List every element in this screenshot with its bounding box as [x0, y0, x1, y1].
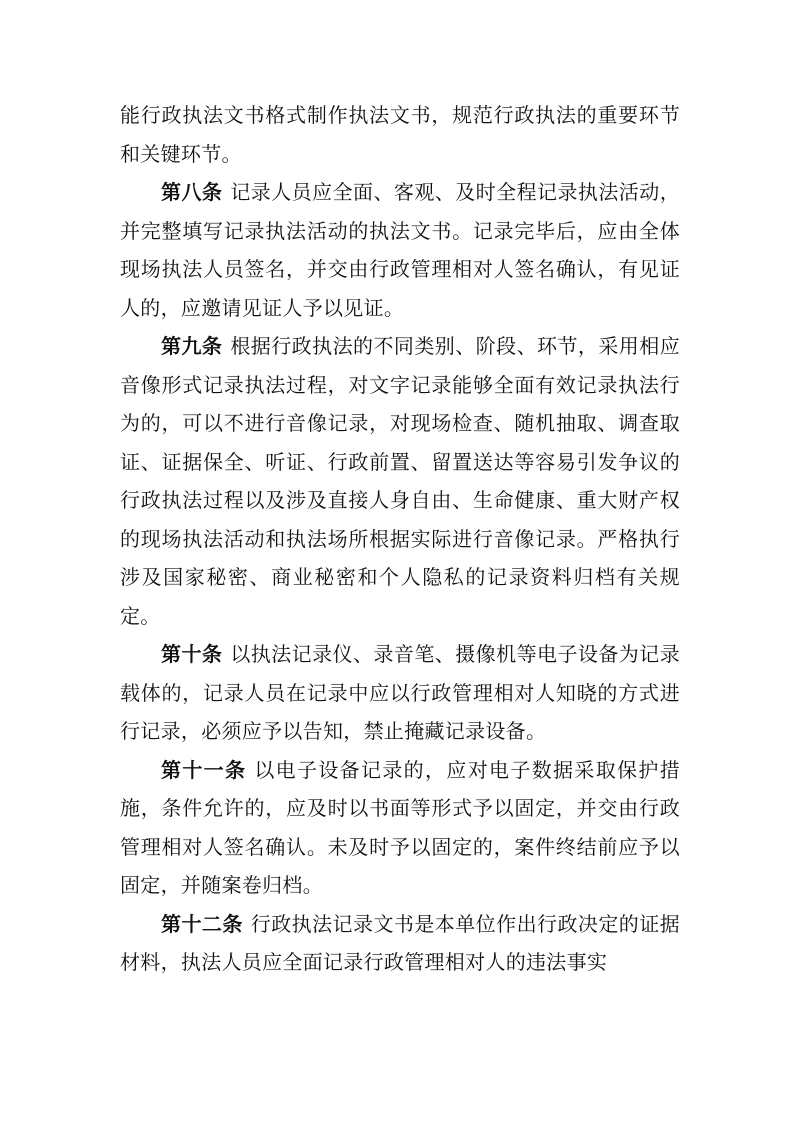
article-12-paragraph [120, 905, 680, 982]
article-11-paragraph [120, 751, 680, 905]
article-number: 第十一条 [161, 757, 247, 782]
paragraph-text: 以执法记录仪、录音笔、摄像机等电子设备为记录载体的，记录人员在记录中应以行政管理相对人知晓的方式进行记录，必须应予以告知，禁止掩藏记录设备。 [120, 642, 680, 743]
paragraph-text: 以电子设备记录的，应对电子数据采取保护措施，条件允许的，应及时以书面等形式予以固定，并交由行政管理相对人签名确认。未及时予以固定的，案件终结前应予以固定，并随案卷归档。 [120, 757, 681, 897]
article-number: 第九条 [161, 334, 223, 358]
article-number: 第十二条 [161, 911, 243, 936]
paragraph-text: 行政执法记录文书是本单位作出行政决定的证据材料，执法人员应全面记录行政管理相对人的违法事实 [120, 911, 680, 974]
article-10-paragraph [120, 635, 680, 751]
article-9-paragraph [120, 327, 680, 635]
article-8-paragraph [120, 173, 680, 327]
document-page [120, 96, 680, 982]
paragraph-text: 根据行政执法的不同类别、阶段、环节，采用相应音像形式记录执法过程，对文字记录能够全面有效记录执法行为的，可以不进行音像记录，对现场检查、随机抽取、调查取证、证据保全、听证、行政前置、留置送达等容易引发争议的行政执法过程以及涉及直接人身自由、生命健康、重大财产权的现场执法活动和执法场所根据实际进行音像记录。严格执行涉及国家秘密、商业秘密和个人隐私的记录资料归档有关规定。 [120, 334, 680, 628]
article-number: 第八条 [161, 180, 223, 204]
paragraph-text: 能行政执法文书格式制作执法文书，规范行政执法的重要环节和关键环节。 [120, 103, 680, 166]
paragraph-continuation [120, 96, 680, 173]
paragraph-text: 记录人员应全面、客观、及时全程记录执法活动，并完整填写记录执法活动的执法文书。记录完毕后，应由全体现场执法人员签名，并交由行政管理相对人签名确认，有见证人的，应邀请见证人予以见证。 [120, 180, 680, 320]
article-number: 第十条 [161, 642, 223, 666]
